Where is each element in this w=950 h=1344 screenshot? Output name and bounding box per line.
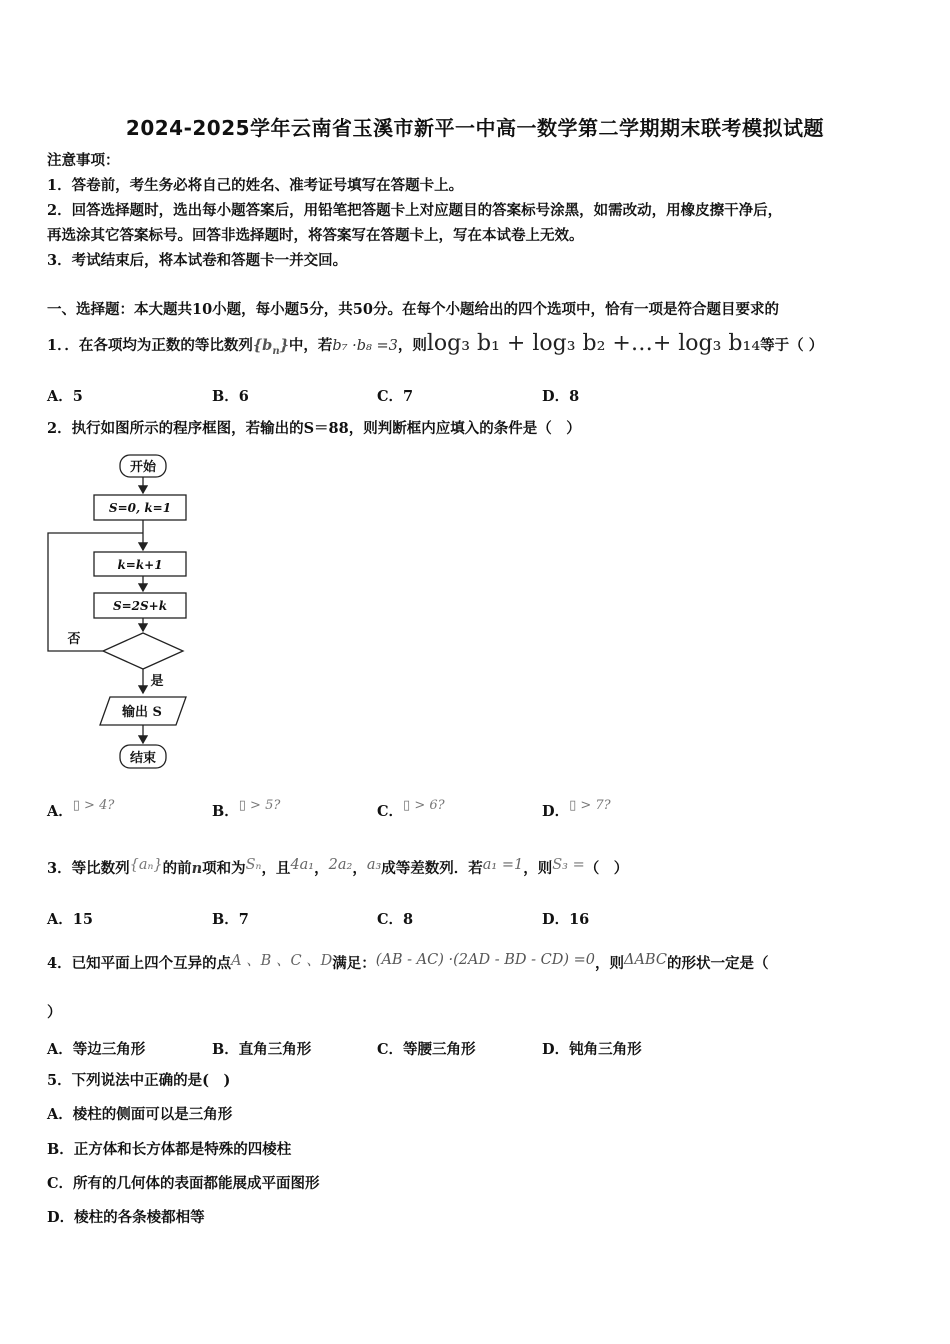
q1-option-c[interactable]: C．7 <box>377 388 414 405</box>
q2-option-b[interactable]: B．▯ > 5? <box>212 798 281 820</box>
q1-option-a[interactable]: A．5 <box>47 388 83 405</box>
q3-option-b[interactable]: B．7 <box>212 911 249 928</box>
q2-option-a[interactable]: A．▯ > 4? <box>47 798 115 820</box>
question-5: 5．下列说法中正确的是( ) <box>47 1072 231 1089</box>
q1-option-d[interactable]: D．8 <box>542 388 580 405</box>
q1-mid: 中，若 <box>288 337 333 354</box>
q2-option-d[interactable]: D．▯ > 7? <box>542 798 611 820</box>
q4-option-b[interactable]: B．直角三角形 <box>212 1041 312 1058</box>
flow-no: 否 <box>67 632 81 647</box>
q4-close: ） <box>47 1004 62 1021</box>
notice-item-3: 3．考试结束后，将本试卷和答题卡一并交回。 <box>47 252 348 269</box>
q3-option-c[interactable]: C．8 <box>377 911 414 928</box>
q5-option-b[interactable]: B．正方体和长方体都是特殊的四棱柱 <box>47 1141 292 1158</box>
notice-item-1: 1．答卷前，考生务必将自己的姓名、准考证号填写在答题卡上。 <box>47 177 464 194</box>
question-4: 4．已知平面上四个互异的点A 、B 、C 、D满足：(AB - AC) ·(2AD - BD - CD) =0，则ΔABC的形状一定是（ <box>47 952 769 972</box>
q4-option-c[interactable]: C．等腰三角形 <box>377 1041 476 1058</box>
flow-init: S=0, k=1 <box>108 501 172 515</box>
q1-prefix: 1．．在各项均为正数的等比数列 <box>47 337 253 354</box>
question-2: 2．执行如图所示的程序框图，若输出的S＝88，则判断框内应填入的条件是（ ） <box>47 420 581 437</box>
flow-start: 开始 <box>129 460 157 475</box>
q1-expr: log₃ b₁ + log₃ b₂ +…+ log₃ b₁₄ <box>426 331 761 356</box>
notice-heading: 注意事项： <box>47 152 120 169</box>
q5-option-a[interactable]: A．棱柱的侧面可以是三角形 <box>47 1106 233 1123</box>
flow-end: 结束 <box>129 751 157 766</box>
q4-option-a[interactable]: A．等边三角形 <box>47 1041 146 1058</box>
q2-option-c[interactable]: C．▯ > 6? <box>377 798 445 820</box>
q1-option-b[interactable]: B．6 <box>212 388 249 405</box>
notice-item-2-cont: 再选涂其它答案标号。回答非选择题时，将答案写在答题卡上，写在本试卷上无效。 <box>47 227 584 244</box>
notice-item-2: 2．回答选择题时，选出每小题答案后，用铅笔把答题卡上对应题目的答案标号涂黑，如需改动，用橡皮擦干净后， <box>47 202 783 219</box>
section-heading: 一、选择题：本大题共10小题，每小题5分，共50分。在每个小题给出的四个选项中，恰有一项是符合题目要求的 <box>47 301 779 318</box>
q5-option-d[interactable]: D．棱柱的各条棱都相等 <box>47 1209 205 1226</box>
q1-seq: $\{b_n\}$ <box>252 337 289 357</box>
question-1 <box>47 333 823 363</box>
flow-step2: S=2S+k <box>112 599 168 613</box>
flow-decision <box>103 633 183 669</box>
q3-option-a[interactable]: A．15 <box>47 911 93 928</box>
q3-option-d[interactable]: D．16 <box>542 911 590 928</box>
flow-step1: k=k+1 <box>117 558 163 572</box>
flowchart <box>40 445 200 775</box>
flow-output: 输出 S <box>122 705 162 720</box>
q5-option-c[interactable]: C．所有的几何体的表面都能展成平面图形 <box>47 1175 320 1192</box>
page-title: 2024-2025学年云南省玉溪市新平一中高一数学第二学期期末联考模拟试题 <box>125 116 825 140</box>
question-3: 3．等比数列{aₙ}的前n项和为Sₙ，且4a₁，2a₂，a₃成等差数列．若a₁ =1，则S₃ =（ ） <box>47 857 629 877</box>
q4-option-d[interactable]: D．钝角三角形 <box>542 1041 642 1058</box>
q1-cond: b₇ ·b₈ =3 <box>332 338 398 354</box>
q3-seq: {aₙ} <box>129 857 163 873</box>
q1-suffix: 等于（ ） <box>760 337 824 354</box>
q1-then: ，则 <box>397 337 427 354</box>
flow-yes: 是 <box>150 674 164 689</box>
